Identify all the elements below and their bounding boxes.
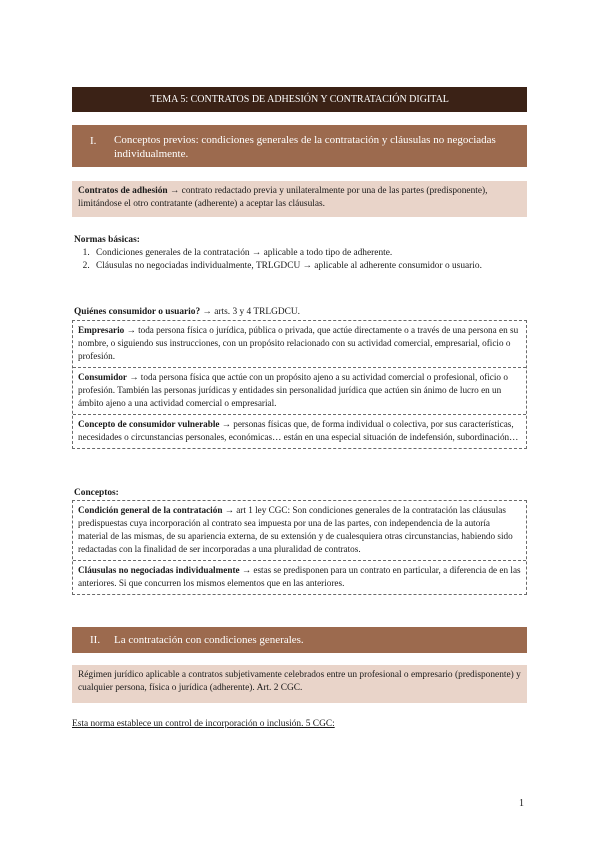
definition-box-empresario <box>73 321 526 367</box>
section-2-header <box>72 627 527 653</box>
concept-box-clausulas <box>73 560 526 594</box>
concepts-heading-text: Conceptos: <box>74 488 119 498</box>
page-number: 1 <box>519 798 524 809</box>
concept-definitions <box>72 500 527 595</box>
definition-term: Empresario <box>78 325 125 335</box>
definition-box-consumidor <box>73 367 526 414</box>
concept-text: → art 1 ley CGC: Son condiciones generales de la contratación las cláusulas predispuestas cuya incorporación al contrato sea impuesta por una de las partes, con independencia de la autoría material de las mismas, de su apariencia externa, de su extensión y de cualesquiera otras circunstancias, habiendo sido redactadas con la finalidad de ser incorporadas a una pluralidad de contratos. <box>78 505 513 554</box>
regimen-note <box>72 665 527 703</box>
basic-rules-block <box>74 234 526 273</box>
consumer-reference: → arts. 3 y 4 TRLGDCU. <box>200 307 300 317</box>
section-1-header <box>72 125 527 167</box>
regimen-text: Régimen jurídico aplicable a contratos subjetivamente celebrados entre un profesional o empresario (predisponente) y cualquier persona, física o jurídica (adherente). Art. 2 CGC. <box>78 670 521 693</box>
definition-text: → toda persona física o jurídica, pública o privada, que actúe directamente o a través de una persona en su nombre, o siguiendo sus instrucciones, con un propósito relacionado con su actividad comercial, empresarial, oficio o profesión. <box>78 325 519 361</box>
document-title-banner <box>72 87 527 112</box>
control-incorporation <box>72 718 524 731</box>
basic-rule-item: 2. Cláusulas no negociadas individualmente, TRLGDCU → aplicable al adherente consumidor o usuario. <box>92 260 526 273</box>
basic-rules-heading: Normas básicas: <box>74 235 140 245</box>
concept-box-condicion-general <box>73 501 526 560</box>
concept-text: → estas se predisponen para un contrato en particular, a diferencia de en las anteriores. Si que concurren los mismos elementos que en las anteriores. <box>78 565 521 588</box>
basic-rules-list <box>74 247 526 273</box>
consumer-definitions <box>72 320 527 449</box>
definition-text: → personas físicas que, de forma individual o colectiva, por sus características, necesidades o circunstancias personales, económicas… están en una especial situación de indefensión, subordinación… <box>78 419 519 442</box>
definition-text: → toda persona física que actúe con un propósito ajeno a su actividad comercial o profesional, oficio o profesión. También las personas jurídicas y entidades sin personalidad jurídica que actúen sin ánimo de lucro en un ámbito ajeno a una actividad comercial o empresarial. <box>78 372 508 408</box>
section-1-heading: Conceptos previos: condiciones generales de la contratación y cláusulas no negociadas individualmente. <box>114 134 496 160</box>
section-2-heading: La contratación con condiciones generales. <box>114 634 304 646</box>
concept-term: Condición general de la contratación <box>78 505 223 515</box>
definition-term: Consumidor <box>78 372 128 382</box>
section-2-number: II. <box>90 634 101 646</box>
adhesion-term: Contratos de adhesión <box>78 186 168 196</box>
section-1-number: I. <box>90 135 97 147</box>
control-text: Esta norma establece un control de incorporación o inclusión. 5 CGC: <box>72 719 335 729</box>
consumer-question-text: Quiénes consumidor o usuario? <box>74 307 201 317</box>
consumer-question <box>74 306 526 319</box>
definition-box-vulnerable <box>73 414 526 448</box>
concepts-heading <box>74 487 526 500</box>
definition-term: Concepto de consumidor vulnerable <box>78 419 220 429</box>
adhesion-definition: → contrato redactado previa y unilateralmente por una de las partes (predisponente), limitándose el otro contratante (adherente) a aceptar las cláusulas. <box>78 186 488 209</box>
adhesion-contract-note <box>72 181 527 217</box>
document-title: TEMA 5: CONTRATOS DE ADHESIÓN Y CONTRATACIÓN DIGITAL <box>150 94 449 105</box>
basic-rule-item: 1. Condiciones generales de la contratación → aplicable a todo tipo de adherente. <box>92 247 526 260</box>
concept-term: Cláusulas no negociadas individualmente <box>78 565 240 575</box>
